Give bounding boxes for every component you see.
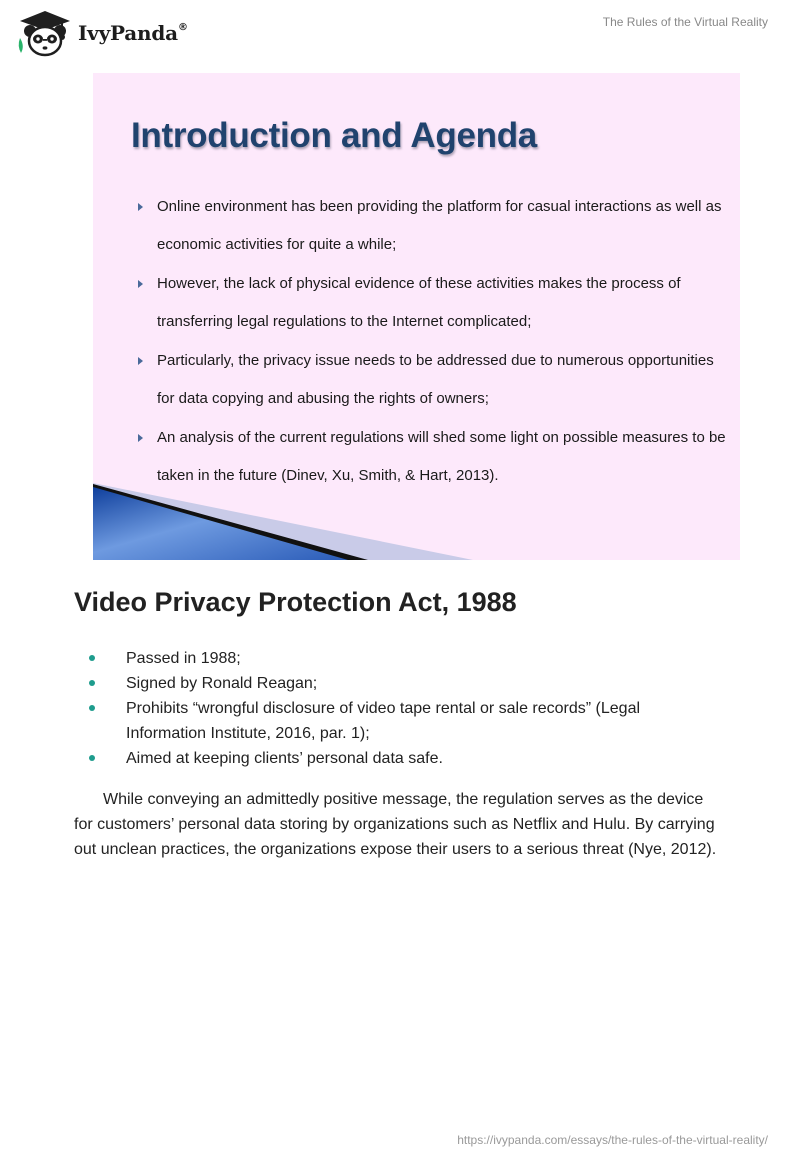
list-item: Passed in 1988; <box>74 646 714 671</box>
slide-title: Introduction and Agenda <box>131 116 537 155</box>
slide-list-item: An analysis of the current regulations will shed some light on possible measures to be taken in the future (Dinev, Xu, Smith, & Hart, 2013). <box>137 419 727 494</box>
section-heading: Video Privacy Protection Act, 1988 <box>74 587 517 617</box>
bullet-dot-icon <box>89 655 95 661</box>
act-facts-list <box>74 646 714 771</box>
bullet-dot-icon <box>89 755 95 761</box>
list-item: Prohibits “wrongful disclosure of video tape rental or sale records” (Legal Information Institute, 2016, par. 1); <box>74 696 714 746</box>
page-header <box>0 0 800 60</box>
triangle-bullet-icon <box>138 434 143 442</box>
panda-graduate-icon <box>16 8 74 58</box>
triangle-bullet-icon <box>138 203 143 211</box>
list-item: Signed by Ronald Reagan; <box>74 671 714 696</box>
source-url-link[interactable]: https://ivypanda.com/essays/the-rules-of-the-virtual-reality/ <box>457 1133 768 1147</box>
slide-list-item: Particularly, the privacy issue needs to be addressed due to numerous opportunities for data copying and abusing the rights of owners; <box>137 342 727 417</box>
bullet-dot-icon <box>89 705 95 711</box>
slide-decorative-swoosh <box>93 473 740 560</box>
slide-list-item: Online environment has been providing the platform for casual interactions as well as economic activities for quite a while; <box>137 188 727 263</box>
list-item: Aimed at keeping clients’ personal data safe. <box>74 746 714 771</box>
triangle-bullet-icon <box>138 280 143 288</box>
slide-agenda-list <box>137 188 727 496</box>
brand-name: IvyPanda® <box>78 21 188 45</box>
triangle-bullet-icon <box>138 357 143 365</box>
brand-logo[interactable] <box>16 8 188 58</box>
presentation-slide <box>93 73 740 560</box>
body-paragraph: While conveying an admittedly positive message, the regulation serves as the device for customers’ personal data storing by organizations such as Netflix and Hulu. By carrying out unclean practices, the organizations expose their users to a serious threat (Nye, 2012). <box>74 791 717 858</box>
slide-list-item: However, the lack of physical evidence of these activities makes the process of transferring legal regulations to the Internet complicated; <box>137 265 727 340</box>
document-title: The Rules of the Virtual Reality <box>602 15 768 29</box>
bullet-dot-icon <box>89 680 95 686</box>
